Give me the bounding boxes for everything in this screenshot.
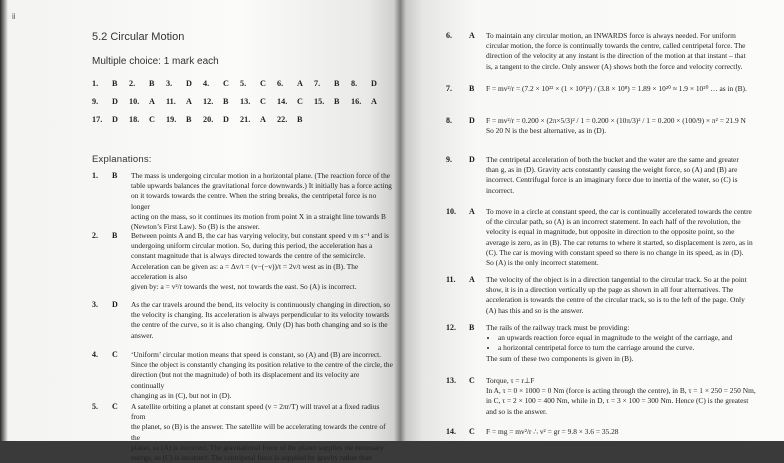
- question-answer: A: [469, 31, 475, 40]
- explanation-line: In A, τ = 0 × 1000 = 0 Nm (force is acting through the centre), in B, τ = 1 × 250 = 250 Nm,: [486, 386, 756, 396]
- answer-number: 4.: [203, 79, 210, 88]
- answer-number: 16.: [351, 97, 362, 106]
- explanation-line: To maintain any circular motion, an INWARDS force is always needed. For uniform: [486, 31, 736, 40]
- bullet-list: [486, 333, 778, 353]
- answer-cell: [314, 79, 339, 88]
- explanation-line: in C, τ = 2 × 100 = 400 Nm, while in D, τ = 3 × 100 = 300 Nm. Hence (C) is the greatest: [486, 396, 749, 406]
- question-answer: C: [469, 376, 475, 385]
- question-answer: A: [469, 275, 475, 284]
- explanation-text: [486, 155, 778, 196]
- answer-number: 19.: [166, 115, 177, 124]
- answer-letter: A: [149, 97, 155, 106]
- answer-cell: [129, 115, 155, 124]
- question-answer: D: [469, 116, 475, 125]
- explanation-line: direction (but not the magnitude) of both its displacement and its velocity are continually: [131, 370, 360, 390]
- question-answer: A: [469, 207, 475, 216]
- answer-letter: A: [260, 115, 266, 124]
- answer-letter: C: [149, 115, 155, 124]
- explanation-line: energy, so (C) is incorrect. The centripetal force is supplied by gravity rather than: [131, 453, 372, 463]
- question-number: 3.: [92, 300, 98, 309]
- explanation-line: The mass is undergoing circular motion in a horizontal plane. (The reaction force of the: [131, 171, 391, 180]
- answer-cell: [92, 115, 118, 124]
- explanation-line: is, a tangent to the circle. Only answer (A) shows both the force and velocity correctly.: [486, 61, 743, 71]
- answer-cell: [277, 79, 303, 88]
- explanation-line: F = mv²/r = 0.200 × (2π×5/3)² / 1 = 0.200 × (10π/3)² / 1 = 0.200 × (100/9) × π² = 21.9 N: [486, 116, 746, 125]
- question-answer: D: [112, 300, 118, 309]
- question-answer: B: [469, 323, 475, 332]
- explanation-line: of the circular path, so (A) is an incorrect statement. In each half of the revolution, the: [486, 217, 741, 227]
- answer-letter: C: [260, 97, 266, 106]
- answer-letter: B: [297, 115, 303, 124]
- answer-letter: D: [371, 79, 377, 88]
- question-answer: C: [112, 402, 118, 411]
- answer-letter: B: [223, 97, 229, 106]
- answer-letter: D: [112, 115, 118, 124]
- answer-cell: [203, 97, 228, 106]
- answer-cell: [166, 115, 191, 124]
- question-answer: B: [112, 231, 118, 240]
- question-number: 12.: [446, 323, 456, 332]
- question-number: 2.: [92, 231, 98, 240]
- answer-letter: B: [149, 79, 155, 88]
- explanation-text: [486, 376, 778, 417]
- answer-letter: B: [334, 97, 340, 106]
- answer-letter: C: [260, 79, 266, 88]
- explanation-line: direction of the velocity at any instant is the direction of the motion at that instant – that: [486, 51, 746, 61]
- answer-number: 18.: [129, 115, 140, 124]
- answer-number: 13.: [240, 97, 251, 106]
- explanation-line: planet, so (A) is incorrect. The gravitational force of the planet supplies the necessary: [131, 442, 384, 452]
- answer-cell: [129, 79, 154, 88]
- explanation-line: Acceleration can be given as: a = Δv/t = (v−(−v))/t = 2v/t west as in (B). The acceleration is also: [131, 261, 359, 281]
- answer-number: 12.: [203, 97, 214, 106]
- answer-cell: [92, 97, 118, 106]
- explanation-line: The velocity of the object is in a direction tangential to the circular track. So at the point: [486, 275, 747, 284]
- answer-cell: [92, 79, 117, 88]
- explanation-line: average is zero, as in (B). The car returns to where it started, so displacement is zero, as in: [486, 237, 753, 247]
- explanation-line: The sum of these two components is given in (B).: [486, 353, 634, 363]
- explanations-title: Explanations:: [92, 154, 152, 165]
- question-number: 13.: [446, 376, 456, 385]
- answer-letter: B: [112, 79, 118, 88]
- answer-number: 9.: [92, 97, 99, 106]
- answer-number: 3.: [166, 79, 173, 88]
- question-number: 7.: [446, 84, 452, 93]
- section-title: 5.2 Circular Motion: [92, 31, 185, 43]
- explanation-line: circular motion, the force is continually towards the centre, called centripetal force. The: [486, 41, 746, 51]
- answer-number: 1.: [92, 79, 99, 88]
- explanation-line: acceleration is towards the centre of the circular track, so is to the left of the page. Only: [486, 295, 745, 305]
- explanation-line: (Newton’s First Law). So (B) is the answer.: [131, 222, 260, 232]
- answer-number: 10.: [129, 97, 140, 106]
- answer-number: 14.: [277, 97, 288, 106]
- page-edge-shadow: [0, 0, 8, 441]
- explanation-line: changing as in (C), but not in (D).: [131, 390, 232, 400]
- answer-number: 5.: [240, 79, 247, 88]
- explanation-line: answer.: [131, 330, 154, 340]
- explanation-text: [486, 207, 778, 268]
- bullet-item: • an upwards reaction force equal in magnitude to the weight of the carriage, and: [498, 333, 778, 343]
- explanation-line: velocity is equal in magnitude, but opposite in direction to the opposite point, so the: [486, 227, 735, 237]
- page-marker: ii: [12, 12, 16, 21]
- explanation-line: show, it is in a direction vertically up the page as shown in all four alternatives. The: [486, 285, 734, 295]
- question-number: 14.: [446, 427, 456, 436]
- explanation-line: acting on the mass, so it continues its motion from point X in a straight line towards B: [131, 211, 386, 221]
- book-gutter: [394, 0, 406, 441]
- explanation-line: To move in a circle at constant speed, the car is continually accelerated towards the centre: [486, 207, 752, 216]
- explanation-text: [486, 84, 778, 94]
- explanation-line: given by: a = v²/r towards the west, not towards the east. So (A) is incorrect.: [131, 282, 357, 292]
- answer-cell: [277, 97, 303, 106]
- answer-cell: [351, 79, 377, 88]
- answer-number: 20.: [203, 115, 214, 124]
- answer-letter: B: [334, 79, 340, 88]
- explanation-line: So (A) is the only incorrect statement.: [486, 258, 599, 268]
- answer-cell: [240, 97, 266, 106]
- question-number: 5.: [92, 402, 98, 411]
- answer-number: 7.: [314, 79, 321, 88]
- question-number: 8.: [446, 116, 452, 125]
- explanation-text: [486, 31, 778, 72]
- explanation-line: constant magnitude that is always directed towards the centre of the semicircle.: [131, 251, 366, 261]
- answer-cell: [240, 79, 266, 88]
- explanation-line: incorrect.: [486, 185, 515, 195]
- question-number: 9.: [446, 155, 452, 164]
- explanation-line: So 20 N is the best alternative, as in (D).: [486, 126, 607, 136]
- answer-letter: D: [112, 97, 118, 106]
- explanation-text: [131, 231, 393, 292]
- question-number: 6.: [446, 31, 452, 40]
- answer-letter: B: [186, 115, 192, 124]
- explanation-line: and so is the answer.: [486, 406, 547, 416]
- answer-number: 15.: [314, 97, 325, 106]
- bullet-item: • a horizontal centripetal force to turn the carriage around the curve.: [498, 343, 778, 353]
- explanation-text: [131, 171, 393, 232]
- answer-letter: D: [223, 115, 229, 124]
- question-answer: B: [112, 171, 118, 180]
- explanation-line: (A) has this and so is the answer.: [486, 305, 584, 315]
- answer-cell: [277, 115, 302, 124]
- question-answer: D: [469, 155, 475, 164]
- explanation-line: The centripetal acceleration of both the bucket and the water are the same and greater: [486, 155, 739, 164]
- explanation-text: [486, 427, 778, 437]
- answer-number: 11.: [166, 97, 176, 106]
- answer-cell: [129, 97, 155, 106]
- explanation-text: [131, 350, 393, 401]
- answer-number: 22.: [277, 115, 288, 124]
- explanation-line: As the car travels around the bend, its velocity is continuously changing in direction, so: [131, 300, 391, 309]
- question-number: 11.: [446, 275, 456, 284]
- question-answer: B: [469, 84, 475, 93]
- answer-letter: A: [297, 79, 303, 88]
- question-number: 1.: [92, 171, 98, 180]
- question-number: 10.: [446, 207, 456, 216]
- answer-letter: C: [297, 97, 303, 106]
- explanation-text: [131, 402, 393, 463]
- answer-number: 2.: [129, 79, 136, 88]
- explanation-line: on it towards towards the centre. When the string breaks, the centripetal force is no longer: [131, 191, 377, 211]
- explanation-line: incorrect. Centrifugal force is an imaginary force due to inertia of the water, so (C) is: [486, 175, 738, 185]
- answer-number: 17.: [92, 115, 103, 124]
- answer-number: 21.: [240, 115, 251, 124]
- answer-cell: [351, 97, 377, 106]
- question-answer: C: [469, 427, 475, 436]
- explanation-line: the velocity is changing. Its acceleration is always perpendicular to its velocity towards: [131, 310, 389, 320]
- right-page: [400, 0, 784, 441]
- explanation-text: [486, 275, 778, 316]
- answer-letter: D: [186, 79, 192, 88]
- explanation-line: undergoing uniform circular motion. So, during this period, the acceleration has a: [131, 241, 373, 251]
- explanation-line: F = mg = mv²/r ∴ v² = gr = 9.8 × 3.6 = 35.28: [486, 427, 619, 436]
- answer-letter: A: [371, 97, 377, 106]
- explanation-line: A satellite orbiting a planet at constant speed (v = 2πr/T) will travel at a fixed radius from: [131, 402, 380, 422]
- explanation-text: [486, 323, 778, 364]
- answer-cell: [314, 97, 339, 106]
- answer-cell: [203, 115, 229, 124]
- question-answer: C: [112, 350, 118, 359]
- answer-cell: [166, 97, 192, 106]
- explanation-line: ‘Uniform’ circular motion means that speed is constant, so (A) and (B) are incorrect.: [131, 350, 382, 359]
- explanation-line: Between points A and B, the car has varying velocity, but constant speed v m s⁻¹ and is: [131, 231, 389, 240]
- answer-cell: [203, 79, 229, 88]
- explanation-line: the centre of the curve, so it is also changing. Only (D) has both changing and so is the: [131, 320, 388, 330]
- answer-number: 8.: [351, 79, 358, 88]
- answer-cell: [240, 115, 266, 124]
- explanation-line: Since the object is constantly changing its position relative to the centre of the circle, the: [131, 360, 393, 370]
- explanation-text: [131, 300, 393, 341]
- explanation-line: table upwards balances the gravitational force downwards.) It initially has a force acting: [131, 181, 392, 191]
- explanation-line: than g, as in (D). Gravity acts constantly causing the weight force, so (A) and (B) are: [486, 165, 738, 175]
- answer-letter: C: [223, 79, 229, 88]
- answer-number: 6.: [277, 79, 284, 88]
- question-number: 4.: [92, 350, 98, 359]
- explanation-line: the planet, so (B) is the answer. The satellite will be accelerating towards the centre of the: [131, 422, 386, 442]
- explanation-text: [486, 116, 778, 136]
- explanation-line: The rails of the railway track must be providing:: [486, 323, 630, 332]
- answer-cell: [166, 79, 192, 88]
- section-subtitle: Multiple choice: 1 mark each: [92, 56, 219, 67]
- explanation-line: F = mv²/r = (7.2 × 10²² × (1 × 10³)²) / (3.8 × 10⁸) = 1.89 × 10²⁰ ≈ 1.9 × 10²⁰ … as in (B).: [486, 84, 747, 93]
- explanation-line: Torque, τ = r⊥F: [486, 376, 535, 385]
- answer-letter: A: [186, 97, 192, 106]
- explanation-line: (C). The car is moving with constant speed so there is no change in its speed, as in (D).: [486, 247, 744, 257]
